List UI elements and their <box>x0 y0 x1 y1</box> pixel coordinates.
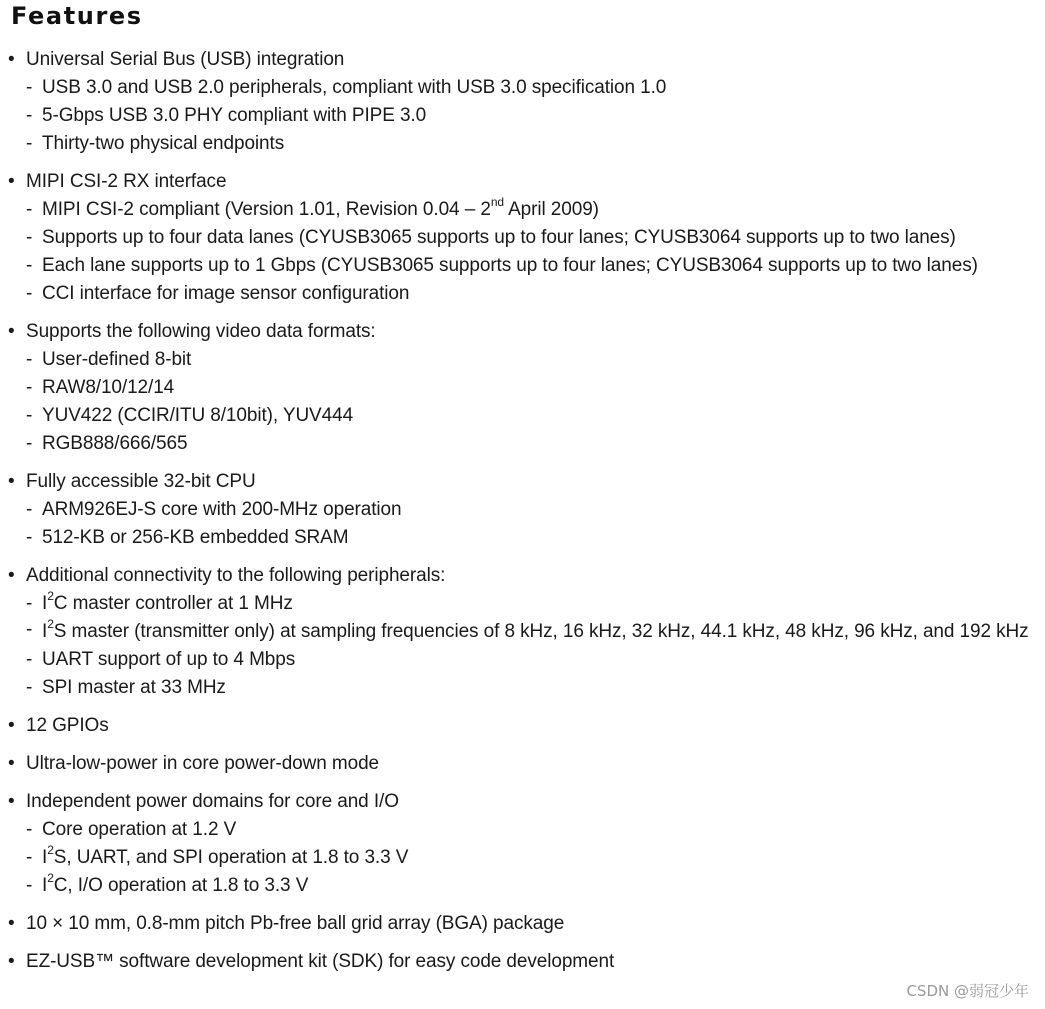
feature-item <box>0 788 1040 816</box>
feature-item <box>0 910 1040 938</box>
sub-feature-item <box>0 872 1040 900</box>
dash-icon: - <box>26 377 33 398</box>
sub-feature-item <box>0 590 1040 618</box>
sub-feature-text: 512-KB or 256-KB embedded SRAM <box>42 527 349 548</box>
feature-item <box>0 750 1040 778</box>
feature-item <box>0 46 1040 74</box>
feature-group <box>0 168 1040 308</box>
feature-item <box>0 168 1040 196</box>
feature-group <box>0 750 1040 778</box>
sub-feature-text: Supports up to four data lanes (CYUSB3065 supports up to four lanes; CYUSB3064 supports up to two lanes) <box>42 227 956 248</box>
dash-icon: - <box>26 499 33 520</box>
page-title: Features <box>11 2 143 30</box>
sub-feature-text: RGB888/666/565 <box>42 433 188 454</box>
sub-feature-item <box>0 280 1040 308</box>
dash-icon: - <box>26 593 33 614</box>
sub-feature-text: Each lane supports up to 1 Gbps (CYUSB3065 supports up to four lanes; CYUSB3064 supports up to two lanes) <box>42 255 978 276</box>
dash-icon: - <box>26 199 33 220</box>
sub-feature-item <box>0 346 1040 374</box>
sub-feature-text: YUV422 (CCIR/ITU 8/10bit), YUV444 <box>42 405 354 426</box>
feature-text: Independent power domains for core and I/O <box>26 791 399 812</box>
sub-feature-item <box>0 618 1040 646</box>
dash-icon: - <box>26 255 33 276</box>
feature-group <box>0 712 1040 740</box>
feature-group <box>0 46 1040 158</box>
sub-feature-item <box>0 130 1040 158</box>
sub-feature-text: 5-Gbps USB 3.0 PHY compliant with PIPE 3.0 <box>42 105 427 126</box>
dash-icon: - <box>26 433 33 454</box>
dash-icon: - <box>26 649 33 670</box>
sub-feature-text: User-defined 8-bit <box>42 349 192 370</box>
feature-group <box>0 948 1040 976</box>
sub-feature-list <box>0 816 1040 900</box>
bullet-icon: • <box>8 171 15 192</box>
dash-icon: - <box>26 227 33 248</box>
feature-group <box>0 562 1040 702</box>
sub-feature-item <box>0 524 1040 552</box>
feature-text: Ultra-low-power in core power-down mode <box>26 753 380 774</box>
feature-text: 12 GPIOs <box>26 715 109 736</box>
feature-group <box>0 788 1040 900</box>
sub-feature-list <box>0 346 1040 458</box>
feature-item <box>0 712 1040 740</box>
sub-feature-text: SPI master at 33 MHz <box>42 677 226 698</box>
dash-icon: - <box>26 527 33 548</box>
sub-feature-list <box>0 196 1040 308</box>
dash-icon: - <box>26 105 33 126</box>
sub-feature-item <box>0 74 1040 102</box>
bullet-icon: • <box>8 471 15 492</box>
dash-icon: - <box>26 677 33 698</box>
bullet-icon: • <box>8 565 15 586</box>
feature-item <box>0 562 1040 590</box>
sub-feature-text: USB 3.0 and USB 2.0 peripherals, compliant with USB 3.0 specification 1.0 <box>42 77 667 98</box>
feature-item <box>0 468 1040 496</box>
bullet-icon: • <box>8 951 15 972</box>
feature-item <box>0 318 1040 346</box>
dash-icon: - <box>26 283 33 304</box>
bullet-icon: • <box>8 753 15 774</box>
feature-text: MIPI CSI-2 RX interface <box>26 171 227 192</box>
sub-feature-item <box>0 402 1040 430</box>
sub-feature-text: Core operation at 1.2 V <box>42 819 237 840</box>
sub-feature-text: UART support of up to 4 Mbps <box>42 649 296 670</box>
sub-feature-item <box>0 646 1040 674</box>
sub-feature-text: $I^2S$, UART, and SPI operation at 1.8 to 3.3 V <box>42 842 409 868</box>
feature-text: Additional connectivity to the following peripherals: <box>26 565 446 586</box>
sub-feature-item <box>0 224 1040 252</box>
sub-feature-text: $I^2C$ master controller at 1 MHz <box>42 588 293 614</box>
bullet-icon: • <box>8 913 15 934</box>
feature-group <box>0 468 1040 552</box>
sub-feature-list <box>0 496 1040 552</box>
sub-feature-item <box>0 496 1040 524</box>
feature-text: Supports the following video data formats: <box>26 321 376 342</box>
bullet-icon: • <box>8 715 15 736</box>
dash-icon: - <box>26 847 33 868</box>
sub-feature-text: CCI interface for image sensor configuration <box>42 283 410 304</box>
sub-feature-item <box>0 374 1040 402</box>
sub-feature-text: ARM926EJ-S core with 200-MHz operation <box>42 499 402 520</box>
sub-feature-text: RAW8/10/12/14 <box>42 377 175 398</box>
sub-feature-list <box>0 590 1040 702</box>
sub-feature-text: MIPI CSI-2 compliant (Version 1.01, Revision 0.04 – 2nd April 2009) <box>42 194 599 220</box>
watermark: CSDN @弱冠少年 <box>906 982 1029 1000</box>
sub-feature-text: $I^2S$ master (transmitter only) at sampling frequencies of 8 kHz, 16 kHz, 32 kHz, 44.1 kHz, 48 kHz, 96 kHz, and 192 kHz <box>42 616 1029 642</box>
sub-feature-text: $I^2C$, I/O operation at 1.8 to 3.3 V <box>42 870 309 896</box>
sub-feature-item <box>0 196 1040 224</box>
sub-feature-item <box>0 430 1040 458</box>
feature-text: Universal Serial Bus (USB) integration <box>26 49 345 70</box>
sub-feature-item <box>0 816 1040 844</box>
dash-icon: - <box>26 819 33 840</box>
dash-icon: - <box>26 349 33 370</box>
sub-feature-item <box>0 102 1040 130</box>
feature-text: 10 × 10 mm, 0.8-mm pitch Pb-free ball grid array (BGA) package <box>26 913 565 934</box>
dash-icon: - <box>26 875 33 896</box>
feature-text: EZ-USB™ software development kit (SDK) for easy code development <box>26 951 615 972</box>
features-list <box>0 46 1040 986</box>
dash-icon: - <box>26 619 33 640</box>
feature-item <box>0 948 1040 976</box>
bullet-icon: • <box>8 791 15 812</box>
dash-icon: - <box>26 133 33 154</box>
sub-feature-item <box>0 674 1040 702</box>
sub-feature-item <box>0 844 1040 872</box>
sub-feature-text: Thirty-two physical endpoints <box>42 133 285 154</box>
sub-feature-list <box>0 74 1040 158</box>
dash-icon: - <box>26 405 33 426</box>
bullet-icon: • <box>8 321 15 342</box>
sub-feature-item <box>0 252 1040 280</box>
feature-group <box>0 910 1040 938</box>
feature-text: Fully accessible 32-bit CPU <box>26 471 256 492</box>
feature-group <box>0 318 1040 458</box>
bullet-icon: • <box>8 49 15 70</box>
dash-icon: - <box>26 77 33 98</box>
